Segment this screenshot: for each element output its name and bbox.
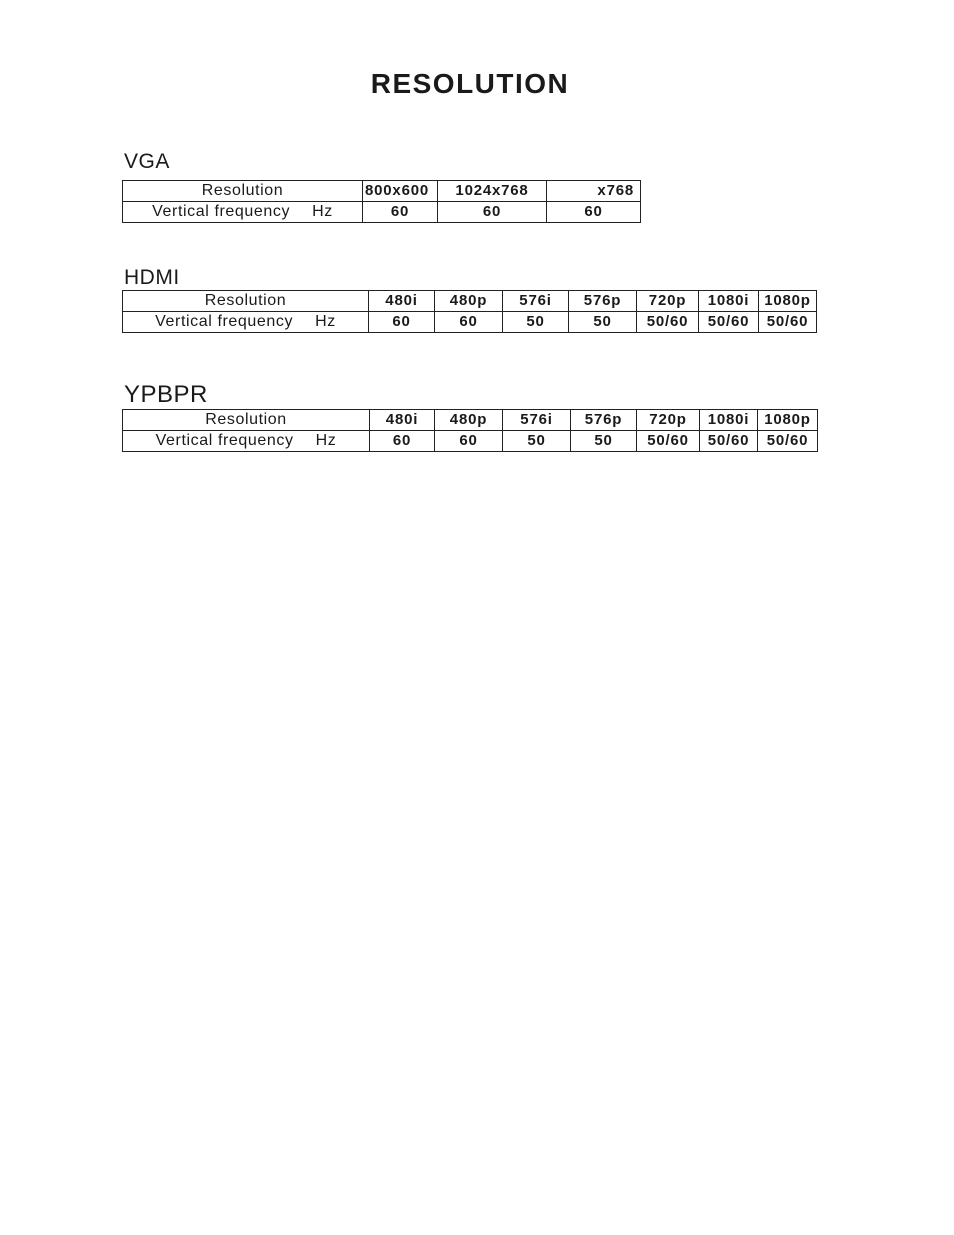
- frequency-row-header: [123, 431, 370, 452]
- resolution-cell: 480p: [435, 410, 503, 431]
- frequency-cell: 50/60: [759, 312, 817, 333]
- frequency-cell: 50: [503, 312, 569, 333]
- frequency-unit: Hz: [312, 203, 333, 220]
- frequency-cell: 50/60: [637, 431, 700, 452]
- resolution-cell: 1080i: [700, 410, 758, 431]
- resolution-cell: 1024x768: [438, 181, 547, 202]
- resolution-cell: 480i: [369, 291, 435, 312]
- frequency-cell: 50: [571, 431, 637, 452]
- vga-section-label: VGA: [124, 150, 170, 173]
- resolution-cell: 576i: [503, 291, 569, 312]
- frequency-cell: 50/60: [699, 312, 759, 333]
- resolution-cell: 480p: [435, 291, 503, 312]
- resolution-cell: 720p: [637, 410, 700, 431]
- hdmi-section-label: HDMI: [124, 266, 180, 289]
- frequency-cell: 60: [363, 202, 438, 223]
- frequency-cell: 50/60: [700, 431, 758, 452]
- resolution-cell: 576p: [571, 410, 637, 431]
- frequency-cell: 50/60: [637, 312, 699, 333]
- frequency-cell: 50: [569, 312, 637, 333]
- frequency-unit: Hz: [315, 313, 336, 330]
- frequency-cell: 60: [370, 431, 435, 452]
- table-row: [123, 410, 818, 431]
- frequency-row-header: [123, 202, 363, 223]
- resolution-cell: 480i: [370, 410, 435, 431]
- frequency-cell: 60: [547, 202, 641, 223]
- resolution-row-header: Resolution: [123, 291, 369, 312]
- table-row: [123, 431, 818, 452]
- frequency-unit: Hz: [315, 432, 337, 449]
- resolution-cell: 720p: [637, 291, 699, 312]
- resolution-cell: 1080i: [699, 291, 759, 312]
- frequency-cell: 60: [435, 431, 503, 452]
- frequency-cell: 60: [369, 312, 435, 333]
- frequency-cell: 50: [503, 431, 571, 452]
- table-row: [123, 312, 817, 333]
- resolution-cell: x768: [547, 181, 641, 202]
- frequency-label: Vertical frequency: [155, 432, 294, 449]
- ypbpr-table: [122, 409, 818, 452]
- resolution-row-header: Resolution: [123, 410, 370, 431]
- vga-table: [122, 180, 641, 223]
- resolution-row-header: Resolution: [123, 181, 363, 202]
- ypbpr-section-label: YPBPR: [124, 381, 208, 408]
- frequency-label: Vertical frequency: [155, 313, 294, 330]
- hdmi-table: [122, 290, 817, 333]
- frequency-cell: 60: [438, 202, 547, 223]
- frequency-label: Vertical frequency: [152, 203, 291, 220]
- frequency-cell: 50/60: [758, 431, 818, 452]
- resolution-cell: 1080p: [758, 410, 818, 431]
- resolution-cell: 576i: [503, 410, 571, 431]
- table-row: [123, 181, 641, 202]
- frequency-row-header: [123, 312, 369, 333]
- frequency-cell: 60: [435, 312, 503, 333]
- resolution-cell: 576p: [569, 291, 637, 312]
- page-title: RESOLUTION: [370, 68, 570, 99]
- table-row: [123, 291, 817, 312]
- resolution-cell: 800x600: [363, 181, 438, 202]
- resolution-cell: 1080p: [759, 291, 817, 312]
- table-row: [123, 202, 641, 223]
